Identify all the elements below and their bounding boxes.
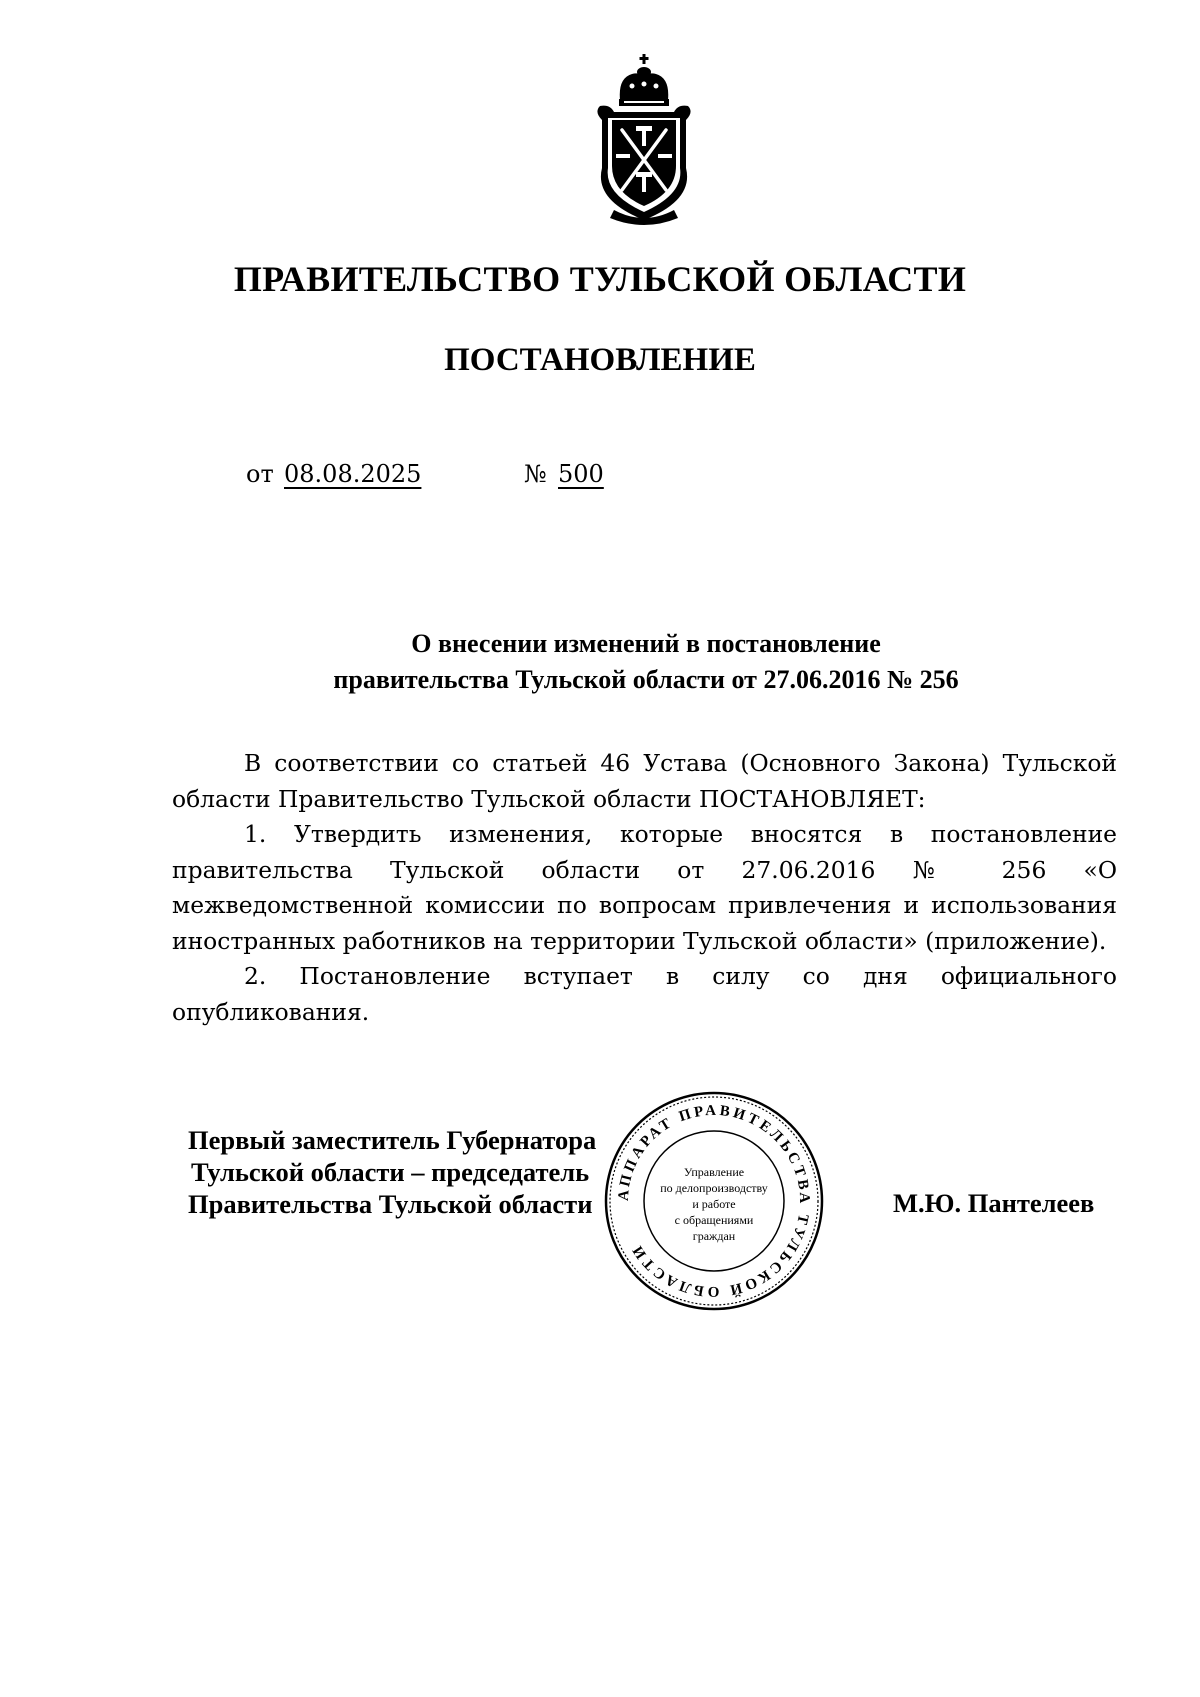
signatory-position-line: Правительства Тульской области <box>188 1189 593 1219</box>
organization-title: ПРАВИТЕЛЬСТВО ТУЛЬСКОЙ ОБЛАСТИ <box>233 259 967 299</box>
signatory-position-line: Первый заместитель Губернатора <box>188 1125 597 1155</box>
signatory-position-line: Тульской области – председатель <box>191 1157 590 1187</box>
stamp-center-line: Управление <box>683 1165 745 1179</box>
stamp-ring-text: АППАРАТ ПРАВИТЕЛЬСТВА ТУЛЬСКОЙ ОБЛАСТИ <box>615 1102 813 1300</box>
date-prefix: от <box>246 460 274 488</box>
body-paragraph-item-2: 2. Постановление вступает в силу со дня официального опубликования. <box>172 962 1117 1026</box>
stamp-center-line: с обращениями <box>674 1213 754 1227</box>
document-body <box>172 746 1117 1030</box>
stamp-center-line: и работе <box>692 1197 736 1211</box>
document-type-title: ПОСТАНОВЛЕНИЕ <box>444 342 756 378</box>
subject-line: правительства Тульской области от 27.06.2016 № 256 <box>333 665 959 694</box>
document-date: 08.08.2025 <box>284 460 422 488</box>
body-paragraph-item-1: 1. Утвердить изменения, которые вносятся в постановление правительства Тульской области от 27.06.2016 № 256 «О межведомственной комиссии по вопросам привлечения и использования иностранных работников на территории Тульской области» (приложение). <box>172 820 1117 955</box>
stamp-center-line: граждан <box>692 1229 736 1243</box>
document-subject <box>0 626 1200 698</box>
document-number: 500 <box>558 460 604 488</box>
subject-line: О внесении изменений в постановление <box>411 629 881 658</box>
official-stamp-icon <box>603 1090 825 1312</box>
stamp-center-line: по делопроизводству <box>660 1181 768 1195</box>
signatory-name: М.Ю. Пантелеев <box>893 1188 1095 1218</box>
tula-coat-of-arms-icon <box>584 50 704 225</box>
signatory-position <box>188 1124 596 1220</box>
body-paragraph-preamble: В соответствии со статьей 46 Устава (Основного Закона) Тульской области Правительство Тульской области ПОСТАНОВЛЯЕТ: <box>172 749 1117 813</box>
number-prefix: № <box>524 460 547 488</box>
